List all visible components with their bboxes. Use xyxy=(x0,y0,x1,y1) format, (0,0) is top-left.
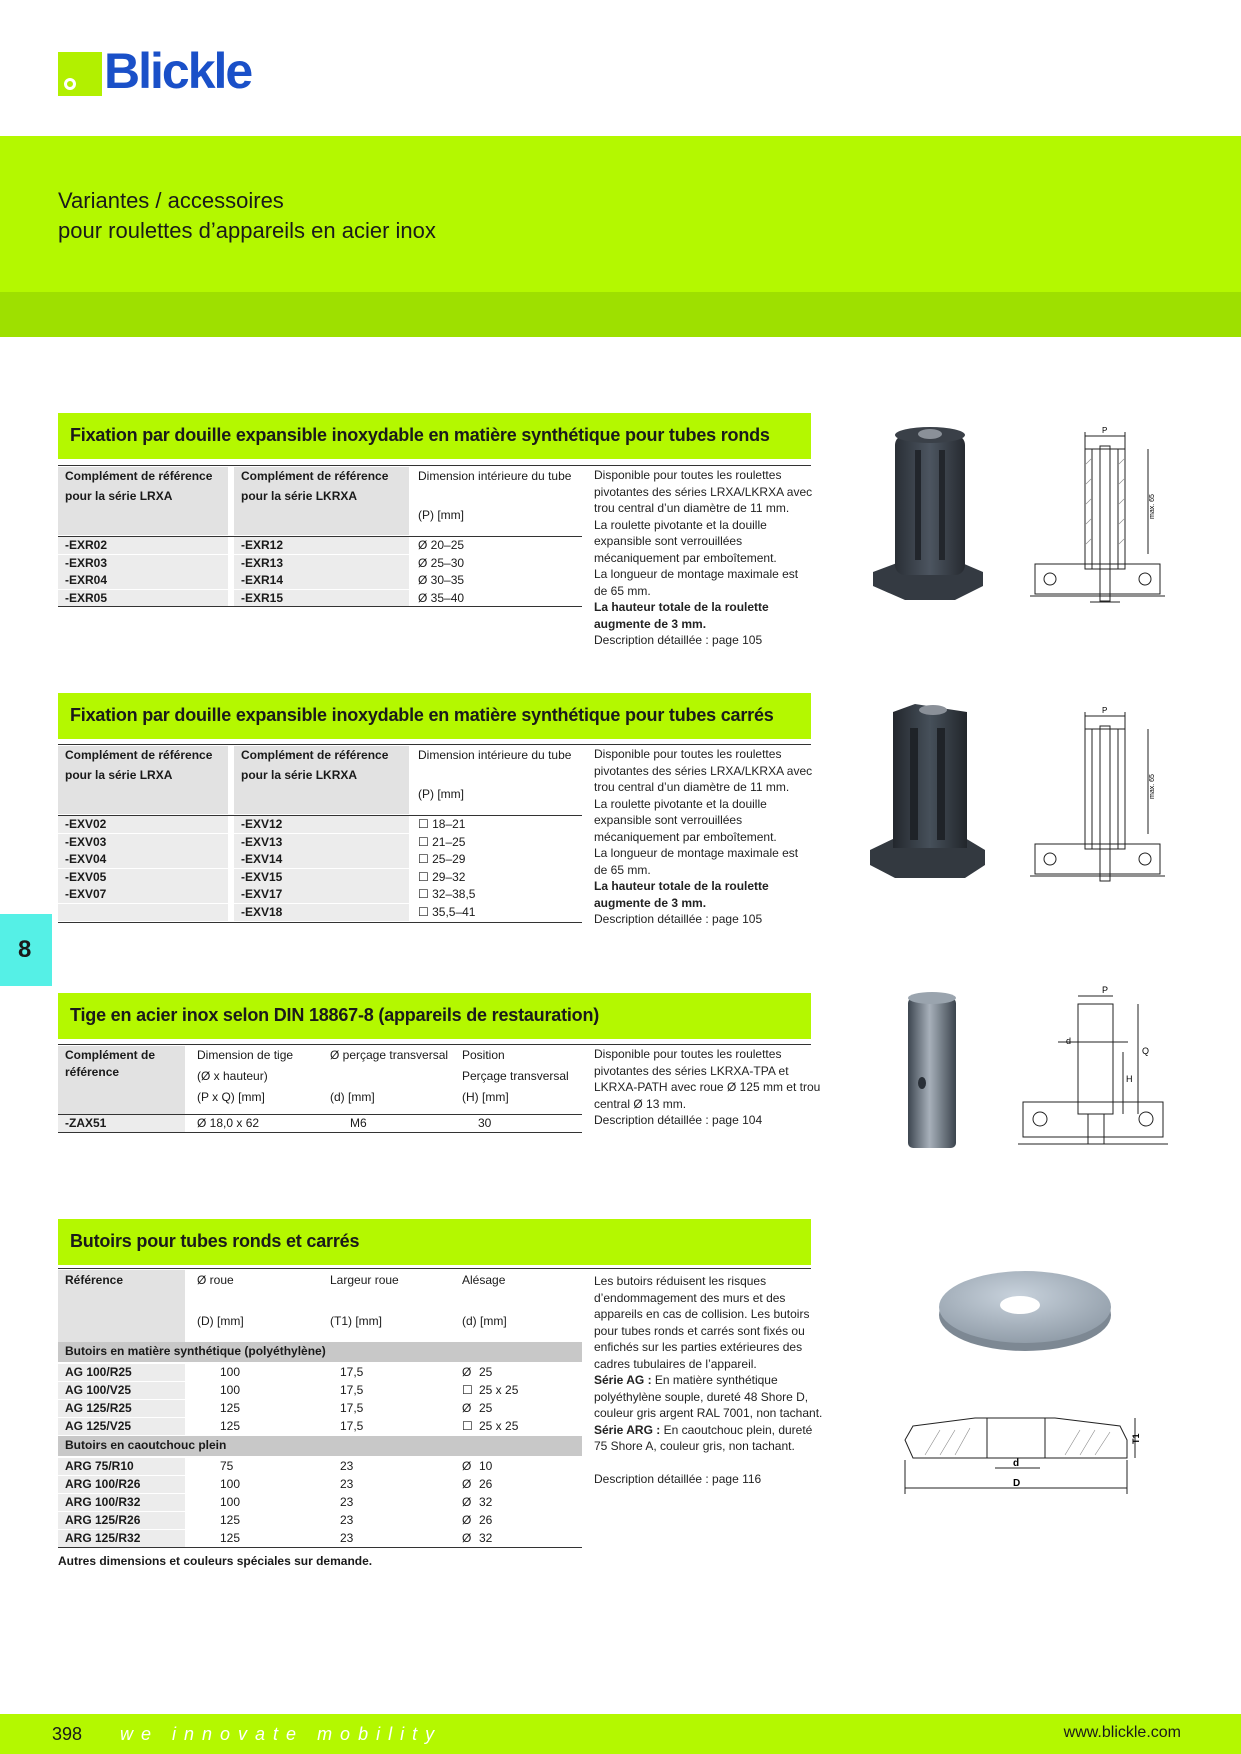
page-number: 398 xyxy=(52,1724,83,1744)
header-dimension: Dimension intérieure du tube (P) [mm] xyxy=(418,748,572,801)
hero-banner xyxy=(0,136,1241,292)
group-header-rubber: Butoirs en caoutchouc plein xyxy=(58,1436,582,1456)
table-cell: -EXR15 xyxy=(241,590,284,605)
description-bumpers: Les butoirs réduisent les risques d’endommagement des murs et des appareils en cas de collision. Les butoirs pour tubes ronds et carrés sont fixés ou enfichés sur les parties extérieures des cadres tubulaires de l’appareil. Série AG : En matière synthétique polyéthylène souple, dureté 48 Shore D, couleur gris argent RAL 7001, non tachant. Série ARG : En caoutchouc plein, dureté 75 Shore A, couleur gris, non tachant. Description détaillée : page 116 xyxy=(594,1274,823,1486)
table-cell: Ø xyxy=(462,1477,472,1491)
table-cell: 25 xyxy=(479,1401,493,1415)
table-cell: 23 xyxy=(340,1459,354,1473)
svg-text:P: P xyxy=(1102,985,1109,995)
table-row: ARG 100/R26 xyxy=(65,1477,141,1491)
row-stripe xyxy=(58,904,228,921)
table-cell: 100 xyxy=(220,1365,241,1379)
description-stainless-pin: Disponible pour toutes les roulettes pivotantes des séries LKRXA-TPA et LKRXA-PATH avec roue Ø 125 mm et trou central Ø 13 mm. Description détaillée : page 104 xyxy=(594,1047,821,1127)
bumper-photo xyxy=(935,1255,1115,1355)
svg-text:P: P xyxy=(1102,426,1108,435)
section-title-stainless-pin: Tige en acier inox selon DIN 18867-8 (appareils de restauration) xyxy=(58,993,811,1039)
table-row: AG 100/R25 xyxy=(65,1365,132,1379)
hero-band xyxy=(0,292,1241,337)
blickle-logo xyxy=(58,43,278,99)
table-cell: Ø xyxy=(462,1531,472,1545)
table-cell: -EXV14 xyxy=(241,852,283,866)
table-row: AG 100/V25 xyxy=(65,1383,132,1397)
svg-text:D: D xyxy=(1013,1478,1021,1489)
header-reference: Référence xyxy=(65,1273,124,1287)
table-cell: -EXR13 xyxy=(241,555,284,570)
header-ref-lkrxa: Complément de référence pour la série LKRXA xyxy=(241,748,389,782)
table-row: AG 125/R25 xyxy=(65,1401,132,1415)
header-ref-lkrxa: Complément de référence pour la série LKRXA xyxy=(241,469,389,503)
table-cell: ☐ xyxy=(462,1419,473,1433)
table-cell: 100 xyxy=(220,1477,241,1491)
svg-text:T1: T1 xyxy=(1131,1433,1141,1444)
table-cell: Ø xyxy=(462,1459,472,1473)
table-cell: 26 xyxy=(479,1513,493,1527)
table-cell: 10 xyxy=(479,1459,493,1473)
table-cell: 23 xyxy=(340,1495,354,1509)
page-title: Variantes / accessoires pour roulettes d’appareils en acier inox xyxy=(58,188,436,243)
table-cell: 23 xyxy=(340,1477,354,1491)
expansion-plug-round-drawing xyxy=(1030,424,1165,614)
table-cell: 100 xyxy=(220,1495,241,1509)
table-cell: 26 xyxy=(479,1477,493,1491)
table-cell: 25 x 25 xyxy=(479,1383,519,1397)
table-row: ARG 125/R32 xyxy=(65,1531,141,1545)
table-cell: Ø 30–35 xyxy=(418,573,465,587)
table-cell: Ø xyxy=(462,1401,472,1415)
svg-text:d: d xyxy=(1013,1458,1020,1469)
website-link[interactable]: www.blickle.com xyxy=(1063,1724,1181,1741)
table-cell: 17,5 xyxy=(340,1419,364,1433)
table-cell: Ø 20–25 xyxy=(418,538,465,552)
table-cell: ☐ 35,5–41 xyxy=(418,904,476,919)
slogan: we innovate mobility xyxy=(120,1724,443,1744)
svg-text:d: d xyxy=(1066,1036,1072,1046)
table-cell: 30 xyxy=(478,1116,492,1130)
table-cell: 125 xyxy=(220,1513,241,1527)
table-cell: -EXV12 xyxy=(241,817,283,831)
section-title-square-tubes: Fixation par douille expansible inoxydable en matière synthétique pour tubes carrés xyxy=(58,693,811,739)
table-row: -EXR05 xyxy=(65,590,108,605)
header-ref: Complément de référence xyxy=(65,1048,156,1079)
logo-mark-icon xyxy=(58,52,102,96)
table-cell: 32 xyxy=(479,1531,493,1545)
table-row: -EXV02 xyxy=(65,817,107,831)
table-cell: 125 xyxy=(220,1531,241,1545)
table-cell: 17,5 xyxy=(340,1401,364,1415)
table-row: ARG 100/R32 xyxy=(65,1495,141,1509)
description-square-tubes: Disponible pour toutes les roulettes pivotantes des séries LRXA/LKRXA avec trou central d’un diamètre de 11 mm. La roulette pivotante et la douille expansible sont verrouillées mécaniquement par emboîtement. La longueur de montage maximale est de 65 mm. La hauteur totale de la roulette augmente de 3 mm. Description détaillée : page 105 xyxy=(594,747,813,926)
table-row: -EXV03 xyxy=(65,834,107,849)
header-ref-lrxa: Complément de référence pour la série LRXA xyxy=(65,469,213,503)
header-dimension: Dimension intérieure du tube (P) [mm] xyxy=(418,469,572,522)
table-cell: -EXV18 xyxy=(241,904,283,919)
chapter-tab-label: 8 xyxy=(18,936,32,963)
table-cell: Ø xyxy=(462,1495,472,1509)
svg-text:max. 65: max. 65 xyxy=(1149,774,1156,799)
header-bore: Alésage (d) [mm] xyxy=(462,1273,507,1328)
table-row: -EXR03 xyxy=(65,555,108,570)
table-cell: 125 xyxy=(220,1419,241,1433)
table-cell: Ø 35–40 xyxy=(418,590,465,605)
table-cell: 75 xyxy=(220,1459,234,1473)
header-wheel-diameter: Ø roue (D) [mm] xyxy=(197,1273,244,1328)
table-row: ARG 75/R10 xyxy=(65,1459,134,1473)
table-cell: 32 xyxy=(479,1495,493,1509)
table-cell: ☐ 32–38,5 xyxy=(418,887,476,901)
description-round-tubes: Disponible pour toutes les roulettes pivotantes des séries LRXA/LKRXA avec trou central d’un diamètre de 11 mm. La roulette pivotante et la douille expansible sont verrouillées mécaniquement par emboîtement. La longueur de montage maximale est de 65 mm. La hauteur totale de la roulette augmente de 3 mm. Description détaillée : page 105 xyxy=(594,468,813,647)
stainless-pin-drawing xyxy=(1018,984,1168,1159)
header-wheel-width: Largeur roue (T1) [mm] xyxy=(330,1273,399,1328)
table-cell: 25 x 25 xyxy=(479,1419,519,1433)
table-cell: -EXR14 xyxy=(241,573,284,587)
table-cell: ☐ 29–32 xyxy=(418,869,466,884)
header-ref-lrxa: Complément de référence pour la série LRXA xyxy=(65,748,213,782)
table-cell: 125 xyxy=(220,1401,241,1415)
table-cell: ☐ 25–29 xyxy=(418,852,466,866)
table-cell: Ø 18,0 x 62 xyxy=(197,1116,260,1130)
footnote: Autres dimensions et couleurs spéciales sur demande. xyxy=(58,1554,373,1568)
svg-text:max. 65: max. 65 xyxy=(1149,494,1156,519)
logo-text: Blickle xyxy=(104,43,252,99)
stainless-pin-photo xyxy=(900,988,970,1158)
table-row: -EXV05 xyxy=(65,869,107,884)
expansion-plug-square-drawing xyxy=(1030,704,1165,894)
table-cell: Ø 25–30 xyxy=(418,555,465,570)
table-row: -EXR02 xyxy=(65,538,108,552)
table-cell: -EXV15 xyxy=(241,869,283,884)
table-cell: -EXV13 xyxy=(241,834,283,849)
table-cell: -EXV17 xyxy=(241,887,283,901)
table-row: -EXV07 xyxy=(65,887,107,901)
table-cell: ☐ 18–21 xyxy=(418,817,466,831)
table-row: ARG 125/R26 xyxy=(65,1513,141,1527)
expansion-plug-round-photo xyxy=(865,420,990,605)
table-cell: 100 xyxy=(220,1383,241,1397)
table-cell: 25 xyxy=(479,1365,493,1379)
svg-text:P: P xyxy=(1102,706,1108,715)
table-cell: Ø xyxy=(462,1513,472,1527)
table-cell: 23 xyxy=(340,1531,354,1545)
table-row: -ZAX51 xyxy=(65,1116,107,1130)
group-header-polyethylene: Butoirs en matière synthétique (polyéthylène) xyxy=(58,1342,582,1362)
table-row: AG 125/V25 xyxy=(65,1419,132,1433)
table-cell: 17,5 xyxy=(340,1365,364,1379)
header-pin-dimension: Dimension de tige (Ø x hauteur) (P x Q) [mm] xyxy=(197,1048,294,1104)
table-cell: ☐ xyxy=(462,1383,473,1397)
section-title-bumpers: Butoirs pour tubes ronds et carrés xyxy=(58,1219,811,1265)
svg-text:Q: Q xyxy=(1142,1046,1150,1056)
table-cell: -EXR12 xyxy=(241,538,284,552)
expansion-plug-square-photo xyxy=(865,700,990,885)
table-cell: 23 xyxy=(340,1513,354,1527)
footer-bar xyxy=(0,1714,1241,1754)
svg-text:H: H xyxy=(1126,1074,1133,1084)
section-title-round-tubes: Fixation par douille expansible inoxydable en matière synthétique pour tubes ronds xyxy=(58,413,811,459)
table-cell: M6 xyxy=(350,1116,367,1130)
header-position: Position Perçage transversal (H) [mm] xyxy=(462,1048,569,1104)
bumper-drawing xyxy=(895,1410,1145,1498)
table-row: -EXR04 xyxy=(65,573,108,587)
table-cell: ☐ 21–25 xyxy=(418,834,466,849)
table-row: -EXV04 xyxy=(65,852,107,866)
table-cell: 17,5 xyxy=(340,1383,364,1397)
chapter-tab[interactable] xyxy=(0,914,52,986)
table-cell: Ø xyxy=(462,1365,472,1379)
header-cross-hole: Ø perçage transversal (d) [mm] xyxy=(330,1048,449,1104)
